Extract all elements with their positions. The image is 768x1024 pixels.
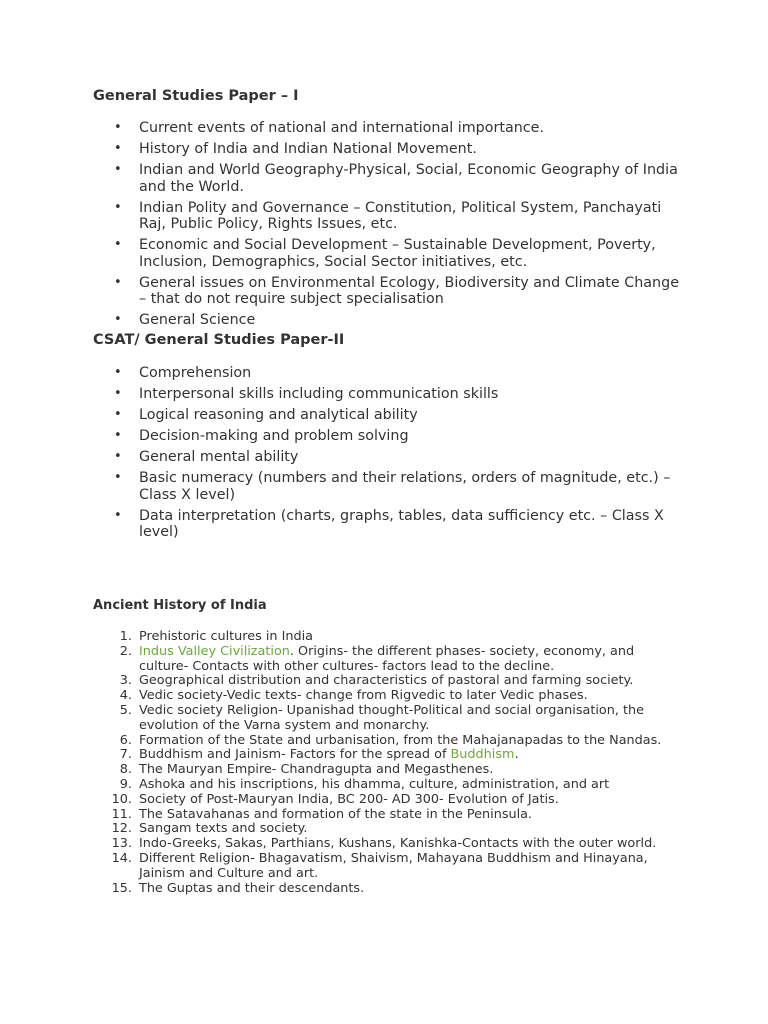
list-item: • Indian and World Geography-Physical, Social, Economic Geography of India and the World.: [93, 162, 683, 195]
paper2-list: [93, 365, 683, 545]
paper1-title: General Studies Paper – I: [93, 88, 299, 104]
paper2-title: CSAT/ General Studies Paper-II: [93, 332, 345, 348]
buddhism-link[interactable]: Buddhism: [450, 747, 515, 763]
list-item: • Data interpretation (charts, graphs, tables, data sufficiency etc. – Class X level): [93, 508, 683, 541]
indus-valley-link[interactable]: Indus Valley Civilization: [139, 643, 290, 659]
list-item: • Economic and Social Development – Sustainable Development, Poverty, Inclusion, Demographics, Social Sector initiatives, etc.: [93, 237, 683, 270]
paper1-list: [93, 120, 683, 333]
list-item: 6. Formation of the State and urbanisation, from the Mahajanapadas to the Nandas.: [119, 732, 662, 748]
list-item: 10. Society of Post-Mauryan India, BC 200- AD 300- Evolution of Jatis.: [111, 791, 559, 807]
list-item: • General Science: [93, 312, 683, 329]
list-item: 1. Prehistoric cultures in India: [119, 629, 314, 644]
list-item: • Basic numeracy (numbers and their relations, orders of magnitude, etc.) – Class X level): [93, 470, 683, 503]
list-item: 11. The Satavahanas and formation of the state in the Peninsula.: [111, 806, 533, 822]
list-item: • Interpersonal skills including communication skills: [93, 386, 683, 403]
list-item: 12. Sangam texts and society.: [111, 821, 308, 837]
list-item: 5. Vedic society Religion- Upanishad thought-Political and social organisation, the evolution of the Varna system and monarchy.: [119, 702, 645, 733]
list-item: 13. Indo-Greeks, Sakas, Parthians, Kushans, Kanishka-Contacts with the outer world.: [111, 836, 657, 852]
list-item: • Comprehension: [93, 365, 683, 382]
list-item: • General mental ability: [93, 449, 683, 466]
list-item: • Current events of national and international importance.: [93, 120, 683, 137]
ancient-history-title: Ancient History of India: [93, 598, 267, 613]
list-item: • Logical reasoning and analytical ability: [93, 407, 683, 424]
list-item: 15. The Guptas and their descendants.: [111, 880, 365, 896]
list-item: • General issues on Environmental Ecology, Biodiversity and Climate Change – that do not require subject specialisation: [93, 275, 683, 308]
list-item: • History of India and Indian National Movement.: [93, 141, 683, 158]
list-item: • Decision-making and problem solving: [93, 428, 683, 445]
list-item: 3. Geographical distribution and characteristics of pastoral and farming society.: [119, 673, 634, 689]
list-item: 8. The Mauryan Empire- Chandragupta and Megasthenes.: [119, 762, 494, 778]
list-item: 9. Ashoka and his inscriptions, his dhamma, culture, administration, and art: [119, 776, 610, 792]
list-item: 7. Buddhism and Jainism- Factors for the spread of Buddhism.: [119, 747, 519, 763]
list-item: • Indian Polity and Governance – Constitution, Political System, Panchayati Raj, Public Policy, Rights Issues, etc.: [93, 200, 683, 233]
list-item: 14. Different Religion- Bhagavatism, Shaivism, Mahayana Buddhism and Hinayana, Jainism and Culture and art.: [111, 850, 648, 881]
ancient-history-list: [93, 630, 683, 896]
list-item: 4. Vedic society-Vedic texts- change from Rigvedic to later Vedic phases.: [119, 688, 588, 704]
list-item: 2. Indus Valley Civilization. Origins- the different phases- society, economy, and culture- Contacts with other cultures- factors lead to the decline.: [119, 643, 635, 674]
